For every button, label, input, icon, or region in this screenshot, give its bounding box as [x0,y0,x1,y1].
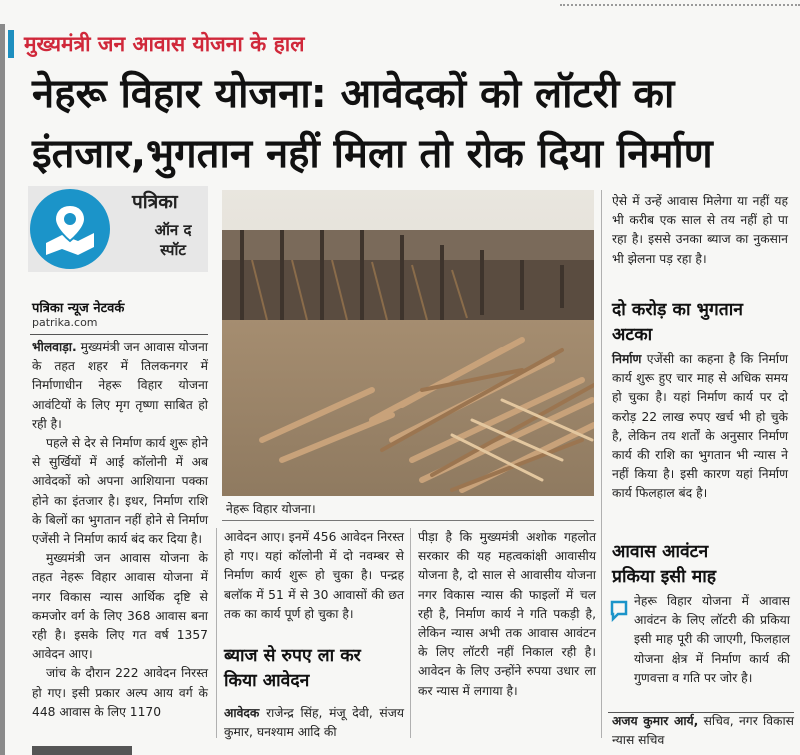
signature [612,712,794,750]
subheading-payment [612,298,743,348]
byline-url[interactable]: patrika.com [32,316,98,329]
col2-paragraph-2: राजेन्द्र सिंह, मंजू देवी, संजय कुमार, घनश्याम आदि की [224,706,404,740]
subheading-interest-line-2: किया आवेदन [224,671,310,691]
subheading-payment-line-1: दो करोड़ का भुगतान [612,300,743,320]
lead-word-construction: निर्माण [612,352,642,366]
col4-paragraph-2: एजेंसी का कहना है कि निर्माण कार्य शुरू हुए चार माह से अधिक समय हो चुका है। यहां निर्माण कार्य पर दो करोड़ 22 लाख रुपए खर्च भी हो चुके है, लेकिन तय शर्तों के अनुसार निर्माण कार्य की राशि का भुगतान भी न्यास ने नहीं किया है। इसी कारण यहां निर्माण कार्य फिलहाल बंद है। [612,352,788,501]
subheading-interest [224,644,361,694]
top-dotted-rule [560,4,800,6]
signature-role: सचिव, नगर विकास न्यास सचिव [612,714,794,748]
col3-paragraph-1: पीड़ा है कि मुख्यमंत्री अशोक गहलोत सरकार की यह महत्वकांक्षी आवासीय योजना है, दो साल से आवासीय योजना नगर विकास न्यास की फाइलों में चल रही है, निर्माण कार्य ने गति पकड़ी है, लेकिन न्यास अभी तक आवास आवंटन के लिए लॉटरी नहीं निकाल रही है। आवेदन के लिए उन्होंने रुपया उधार ला कर न्यास में लगाया है। [418,530,596,698]
subheading-payment-line-2: अटका [612,325,653,345]
column-divider-3 [601,190,602,738]
brand-circle [30,189,110,269]
col1-paragraph-4: जांच के दौरान 222 आवेदन निरस्त हो गए। इसी प्रकार अल्प आय वर्ग के 448 आवास के लिए 1170 [32,666,208,719]
photo-divider [222,520,594,521]
col1-paragraph-3: मुख्यमंत्री जन आवास योजना के तहत नेहरू विहार आवास योजना में नगर विकास न्यास आर्थिक दृष्टि से कमजोर वर्ग के लिए 368 आवास बना रही है। इसके लिए गत वर्ष 1357 आवेदन आए। [32,551,208,662]
article-column-2-cont [224,704,404,742]
col1-paragraph-2: पहले से देर से निर्माण कार्य शुरू होने से सुर्खियों में आई कॉलोनी में अब आवेदकों को अपना आशियाना पक्का होने का इंतजार है। इधर, निर्माण राशि के बिलों का भुगतान नहीं होने से निर्माण एजेंसी ने निर्माण कार्य बंद कर दिया है। [32,436,208,547]
column-divider-1 [216,528,217,738]
subheading-allotment-line-2: प्रकिया इसी माह [612,567,717,587]
bottom-edge-mark [32,746,132,755]
byline: पत्रिका न्यूज नेटवर्क [32,301,125,316]
quote-text: नेहरू विहार योजना में आवास आवंटन के लिए लॉटरी की प्रकिया इसी माह पूरी की जाएगी, फिलहाल योजना क्षेत्र में निर्माण कार्य की गुणवत्ता व गति पर जोर है। [634,594,790,685]
brand-subtitle-line-2: स्पॉट [160,241,186,259]
headline-line-2: इंतजार,भुगतान नहीं मिला तो रोक दिया निर्माण [32,131,713,177]
col2-paragraph-1: आवेदन आए। इनमें 456 आवेदन निरस्त हो गए। यहां कॉलोनी में दो नवम्बर से निर्माण कार्य शुरू हो चुका है। पन्द्रह बलॉक में 51 में से 30 आवासों की छत तक का कार्य पूर्ण हो चुका है। [224,530,404,621]
construction-photo [222,190,594,496]
subheading-allotment [612,540,716,590]
left-margin-rule [0,24,5,755]
headline-line-1: नेहरू विहार योजना: आवेदकों को लॉटरी का [32,71,675,117]
article-column-3 [418,528,596,701]
column-divider-2 [410,528,411,738]
article-column-4-cont [612,350,788,504]
lead-word-applicant: आवेदक [224,706,260,720]
article-column-4 [612,192,788,269]
col4-paragraph-1: ऐसे में उन्हें आवास मिलेगा या नहीं यह भी करीब एक साल से तय नहीं हो पा रहा है। इससे उनका ब्याज का नुकसान भी झेलना पड़ रहा है। [612,194,788,266]
quote-box-icon [610,600,628,622]
subheading-allotment-line-1: आवास आवंटन [612,542,709,562]
article-column-1 [32,338,208,722]
subheading-interest-line-1: ब्याज से रुपए ला कर [224,646,361,666]
article-column-2 [224,528,404,624]
signature-divider [608,712,794,713]
byline-divider [30,334,208,335]
brand-logo-box [28,186,208,272]
kicker: मुख्यमंत्री जन आवास योजना के हाल [24,32,305,56]
dateline: भीलवाड़ा. [32,340,77,354]
kicker-accent-bar [8,30,14,58]
quote-box [634,592,790,688]
map-pin-icon [30,189,110,269]
brand-name: पत्रिका [132,191,178,213]
signature-name: अजय कुमार आर्य, [612,714,699,728]
col1-paragraph-1: मुख्यमंत्री जन आवास योजना के तहत शहर में तिलकनगर में निर्माणाधीन नेहरू विहार योजना आवंटियों के लिए मृग तृष्णा साबित हो रही है। [32,340,208,431]
brand-subtitle [140,220,206,260]
headline [32,64,792,184]
photo-caption: नेहरू विहार योजना। [226,502,316,516]
brand-subtitle-line-1: ऑन द [154,221,192,239]
